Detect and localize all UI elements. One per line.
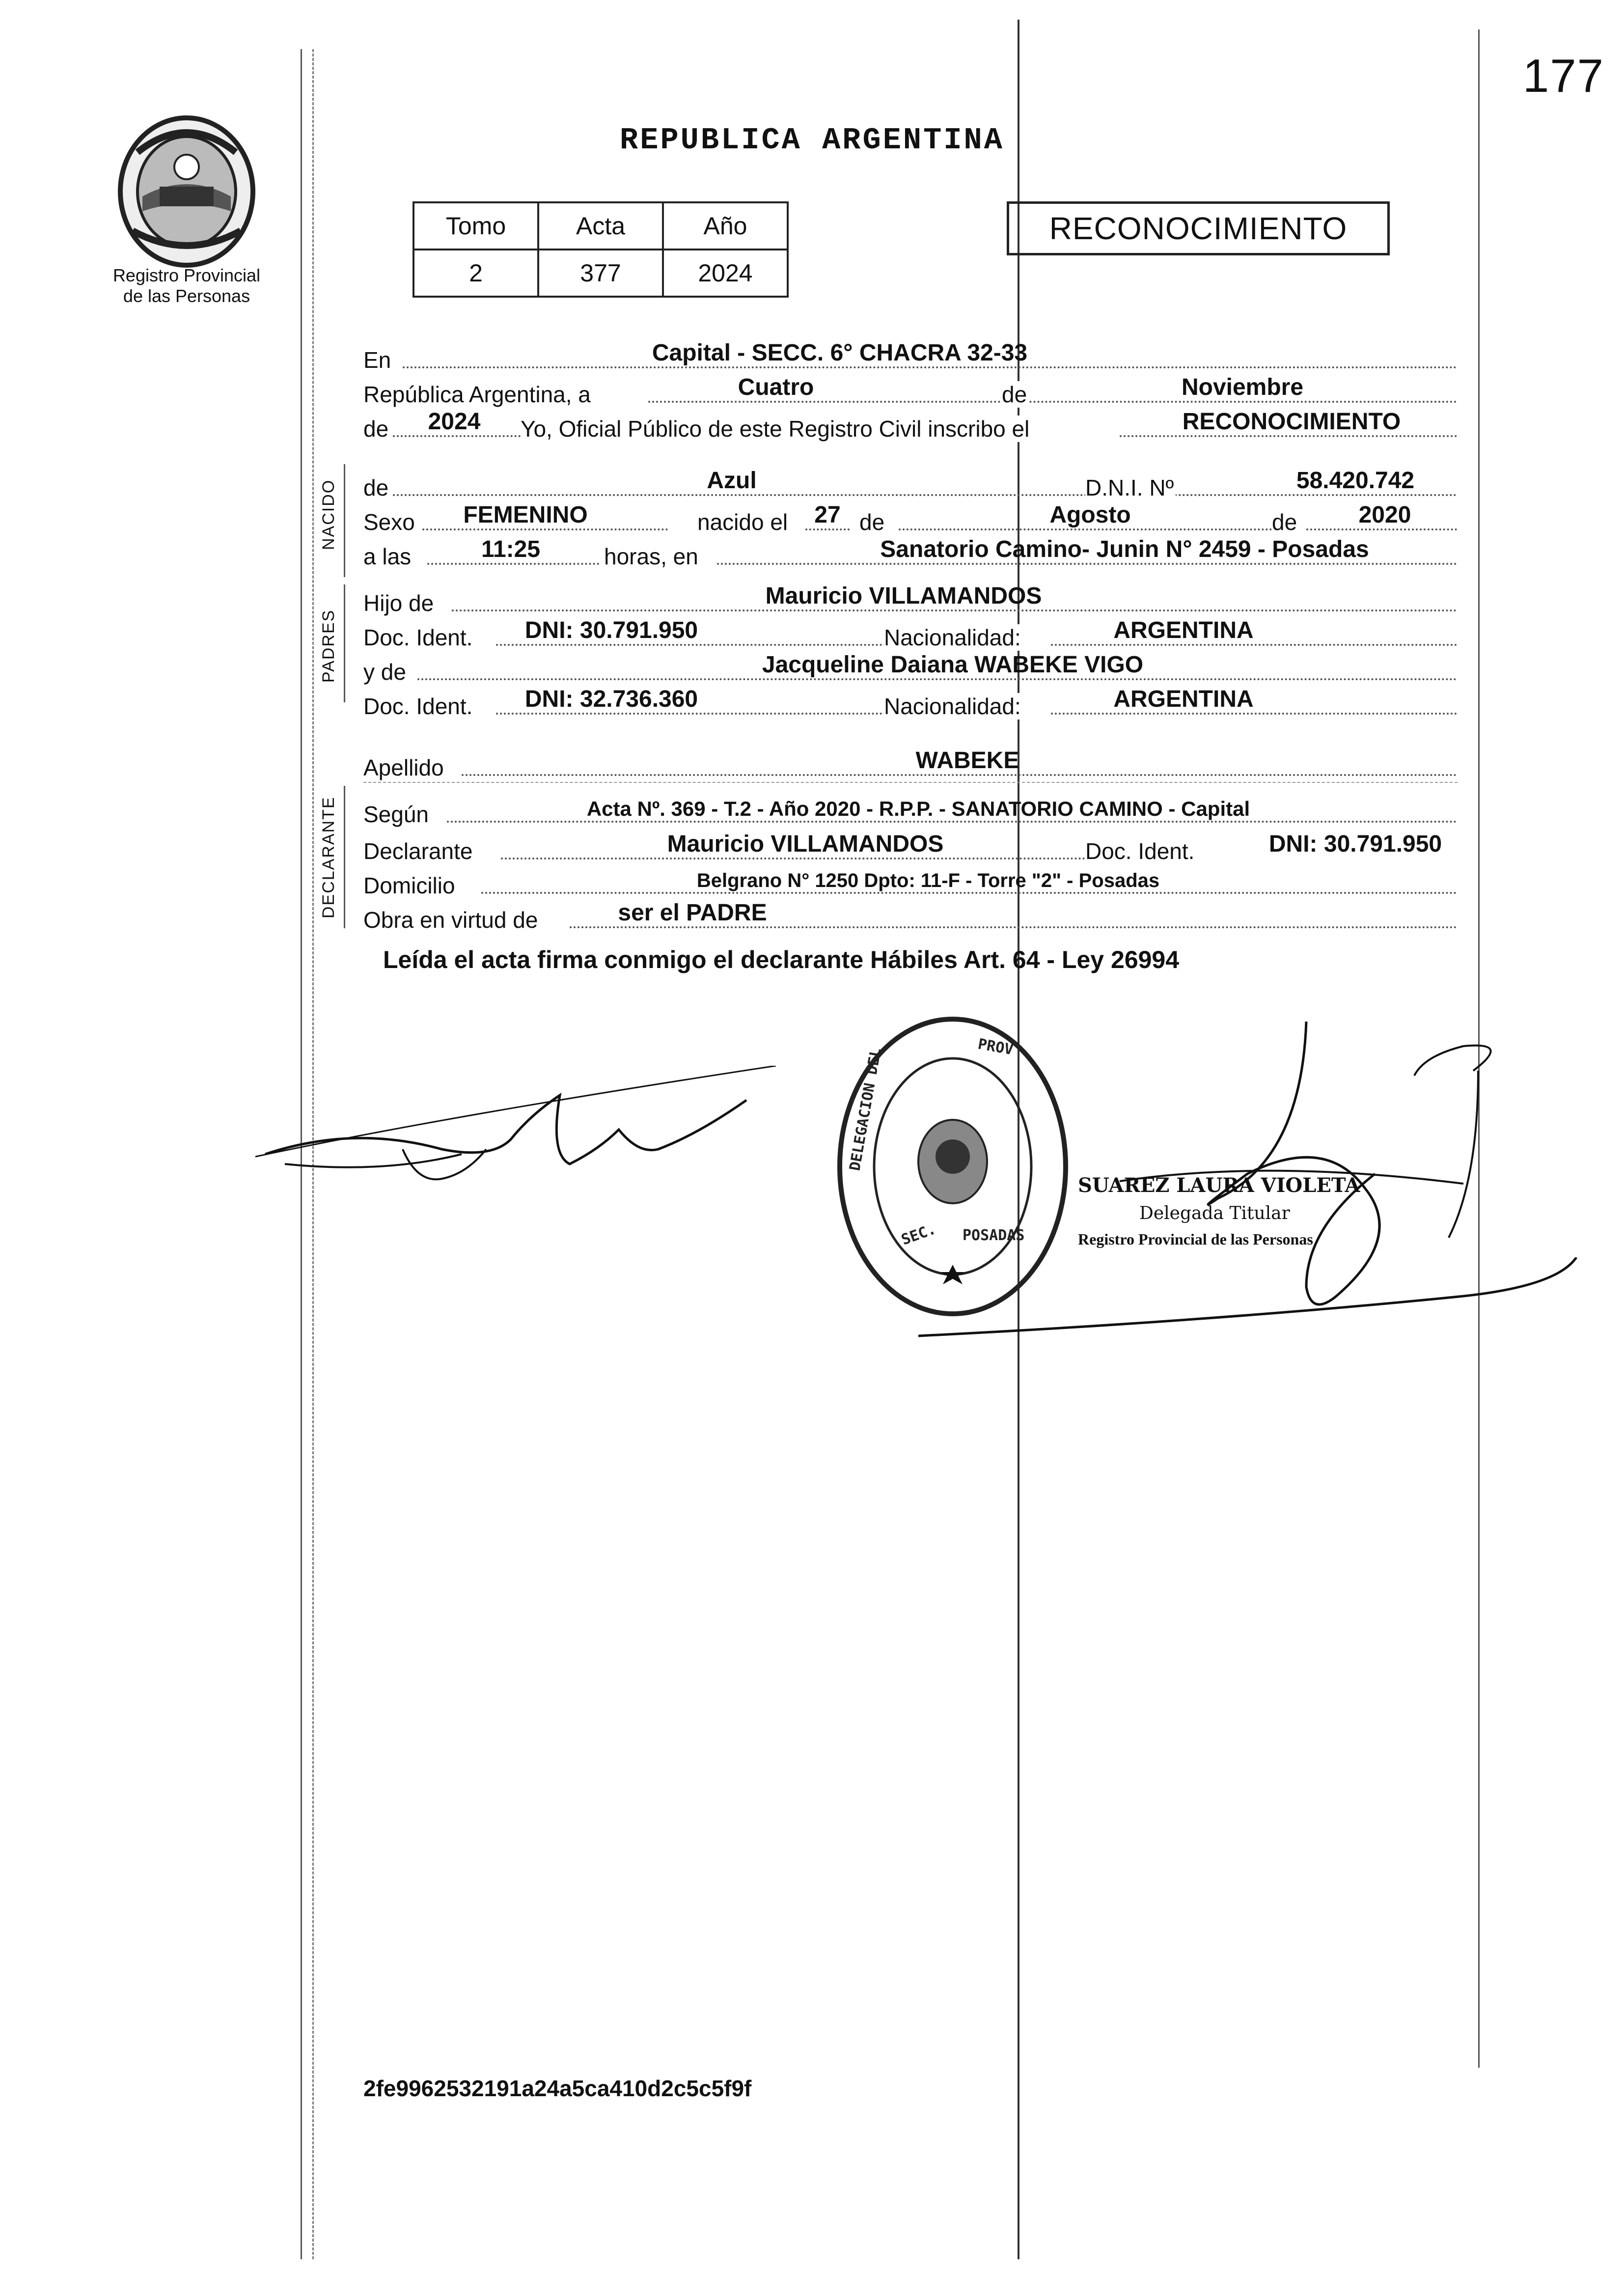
label-birth-de: de [859,509,886,535]
row-hora [363,535,1457,570]
label-republica: República Argentina, a [363,381,593,408]
svg-text:POSADAS: POSADAS [963,1227,1025,1244]
row-inscribo [363,408,1457,442]
acta-header-tomo: Tomo [413,202,538,249]
svg-text:SEC.: SEC. [899,1220,938,1249]
value-dni: 58.420.742 [1296,468,1415,494]
label-father-nat: Nacionalidad: [884,624,1023,651]
bracket-nacido [344,464,345,577]
label-dni: D.N.I. Nº [1085,474,1176,501]
acta-table [413,201,789,298]
row-declarante [363,830,1457,864]
label-sexo: Sexo [363,509,417,535]
row-nombre [363,467,1457,501]
bracket-declarante [344,786,345,928]
label-oficial: Yo, Oficial Público de este Registro Civil inscribo el [521,416,1031,442]
svg-text:PROV: PROV [976,1035,1015,1059]
officer-office: Registro Provincial de las Personas [1078,1230,1313,1248]
acta-header-acta: Acta [538,202,663,249]
label-a-las: a las [363,543,413,570]
declarant-signature-icon [255,1066,786,1193]
row-obra [363,899,1457,933]
value-mother: Jacqueline Daiana WABEKE VIGO [762,652,1144,678]
closing-text: Leída el acta firma conmigo el declarante Hábiles Art. 64 - Ley 26994 [383,946,1180,973]
value-declarante: Mauricio VILLAMANDOS [667,831,944,857]
value-obra: ser el PADRE [618,900,767,926]
value-apellido: WABEKE [915,748,1019,774]
bracket-padres [344,584,345,702]
row-domicilio [363,864,1457,899]
value-month: Noviembre [1181,374,1304,400]
row-hijo [363,582,1457,616]
value-father-doc: DNI: 30.791.950 [524,617,698,643]
officer-name: SUAREZ LAURA VIOLETA [1078,1174,1360,1197]
value-segun: Acta Nº. 369 - T.2 - Año 2020 - R.P.P. - SANATORIO CAMINO - Capital [586,797,1250,820]
side-label-declarante: DECLARANTE [319,796,338,918]
value-en: Capital - SECC. 6° CHACRA 32-33 [652,340,1028,366]
value-time: 11:25 [481,536,541,562]
row-apellido [363,747,1457,781]
document-title: REPUBLICA ARGENTINA [620,123,1004,158]
value-birth-year: 2020 [1358,502,1411,528]
side-label-padres: PADRES [319,609,338,683]
signature-underline-icon [918,1257,1581,1385]
label-mother-nat: Nacionalidad: [884,693,1023,720]
acta-value-acta: 377 [538,249,663,297]
label-domicilio: Domicilio [363,872,457,899]
value-domicilio: Belgrano N° 1250 Dpto: 11-F - Torre "2" - Posadas [696,870,1160,891]
label-apellido: Apellido [363,754,446,781]
label-declarante: Declarante [363,838,474,864]
label-de-month: de [1002,381,1029,408]
page-number: 177 [1522,50,1604,102]
acta-header-ano: Año [663,202,788,249]
label-de-name: de [363,474,390,501]
value-mother-doc: DNI: 32.736.360 [524,686,698,712]
label-en: En [363,347,393,373]
label-birth-de2: de [1272,509,1299,535]
label-nacido: nacido el [697,509,790,535]
value-birth-month: Agosto [1049,502,1131,528]
row-segun [363,793,1457,828]
label-segun: Según [363,801,431,828]
label-father-doc: Doc. Ident. [363,624,474,651]
row-mother-doc [363,685,1457,720]
officer-role: Delegada Titular [1139,1203,1290,1223]
value-sexo: FEMENINO [463,502,588,528]
value-day: Cuatro [738,374,814,400]
value-inscribo: RECONOCIMIENTO [1182,409,1401,435]
value-birth-day: 27 [814,502,841,528]
registry-caption: Registro Provincial de las Personas [112,265,261,306]
value-name: Azul [707,468,757,494]
value-father-nat: ARGENTINA [1113,617,1254,643]
document-type-box: RECONOCIMIENTO [1007,201,1390,255]
label-decl-doc: Doc. Ident. [1085,838,1196,864]
row-father-doc [363,616,1457,651]
label-hijo: Hijo de [363,590,436,616]
label-obra: Obra en virtud de [363,907,540,933]
label-mother-doc: Doc. Ident. [363,693,474,720]
row-madre [363,651,1457,685]
label-horas: horas, en [604,543,700,570]
acta-value-ano: 2024 [663,249,788,297]
row-sexo [363,501,1457,535]
side-label-nacido: NACIDO [319,479,338,550]
value-year: 2024 [428,409,481,435]
value-mother-nat: ARGENTINA [1113,686,1254,712]
value-father: Mauricio VILLAMANDOS [765,583,1042,609]
apellido-divider [363,782,1458,783]
row-fecha [363,373,1457,408]
acta-value-tomo: 2 [413,249,538,297]
value-place: Sanatorio Camino- Junin N° 2459 - Posadas [880,536,1369,562]
label-y-de: y de [363,659,408,685]
document-hash: 2fe9962532191a24a5ca410d2c5c5f9f [363,2076,752,2101]
svg-text:DELEGACION DEL: DELEGACION DEL [846,1047,885,1172]
value-decl-doc: DNI: 30.791.950 [1268,831,1442,857]
label-de-year: de [363,416,390,442]
row-en [363,339,1457,373]
